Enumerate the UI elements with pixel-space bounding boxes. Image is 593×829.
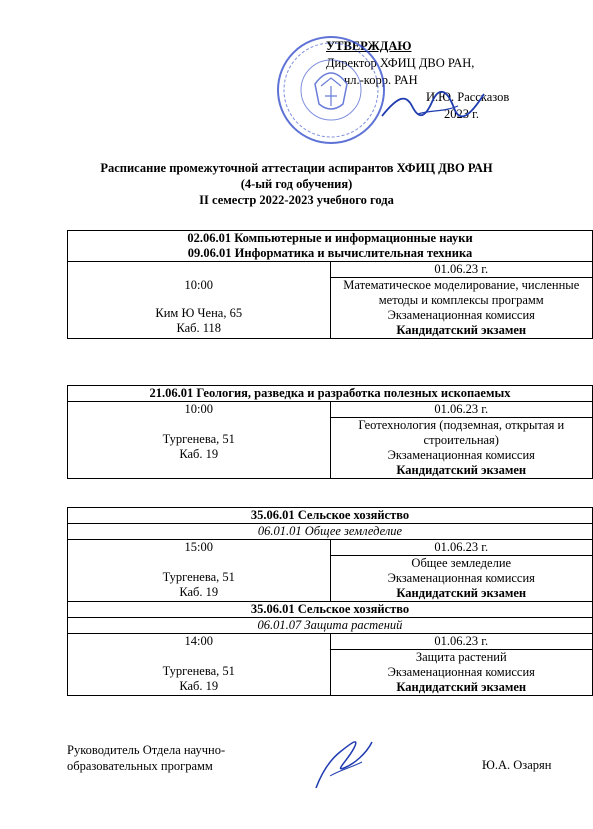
exam-date: 01.06.23 г. xyxy=(331,634,593,650)
footer-signatory: Ю.А. Озарян xyxy=(482,758,552,772)
table-row xyxy=(68,402,593,479)
director-signature xyxy=(378,86,488,126)
table-row xyxy=(68,634,593,696)
exam-commission: Экзаменационная комиссия xyxy=(387,571,535,585)
exam-room: Каб. 19 xyxy=(179,447,219,461)
specialty-row: 06.01.01 Общее земледелие xyxy=(68,524,593,540)
exam-details-cell xyxy=(330,262,593,339)
footer-line-1: Руководитель Отдела научно- xyxy=(67,743,226,757)
exam-place: Тургенева, 51 xyxy=(162,570,235,584)
time-place-cell xyxy=(68,402,331,479)
exam-details-cell xyxy=(330,402,593,479)
exam-type: Кандидатский экзамен xyxy=(396,323,527,337)
title-line-1: Расписание промежуточной аттестации аспирантов ХФИЦ ДВО РАН xyxy=(100,161,493,175)
title-line-2: (4-ый год обучения) xyxy=(240,177,353,191)
exam-type: Кандидатский экзамен xyxy=(396,586,527,600)
header-line-1: 02.06.01 Компьютерные и информационные науки xyxy=(187,231,473,245)
official-seal xyxy=(275,34,387,146)
exam-subject: Математическое моделирование, численные методы и комплексы программ xyxy=(343,278,580,307)
schedule-table-agriculture xyxy=(67,507,593,696)
exam-subject: Общее земледелие xyxy=(411,556,512,570)
approval-position: Директор ХФИЦ ДВО РАН, xyxy=(326,56,475,70)
exam-type: Кандидатский экзамен xyxy=(396,680,527,694)
exam-date: 01.06.23 г. xyxy=(331,402,593,418)
document-title xyxy=(0,160,593,208)
table-header-row xyxy=(68,231,593,262)
exam-time: 10:00 xyxy=(184,278,213,292)
exam-commission: Экзаменационная комиссия xyxy=(387,448,535,462)
footer-line-2: образовательных программ xyxy=(67,759,213,773)
exam-room: Каб. 118 xyxy=(176,321,222,335)
table-row xyxy=(68,262,593,339)
specialty-row: 06.01.07 Защита растений xyxy=(68,618,593,634)
footer-position xyxy=(67,742,225,774)
exam-time: 14:00 xyxy=(184,634,213,648)
exam-date: 01.06.23 г. xyxy=(331,262,593,278)
approval-title: УТВЕРЖДАЮ xyxy=(326,39,412,53)
schedule-table-computer-science xyxy=(67,230,593,339)
time-place-cell xyxy=(68,634,331,696)
table-row xyxy=(68,540,593,602)
exam-details-cell xyxy=(330,540,593,602)
schedule-table-geology xyxy=(67,385,593,479)
table-header: 21.06.01 Геология, разведка и разработка полезных ископаемых xyxy=(68,386,593,402)
title-line-3: II семестр 2022-2023 учебного года xyxy=(199,193,394,207)
time-place-cell xyxy=(68,262,331,339)
exam-subject: Геотехнология (подземная, открытая и строительная) xyxy=(358,418,565,447)
table-header: 35.06.01 Сельское хозяйство xyxy=(68,508,593,524)
exam-commission: Экзаменационная комиссия xyxy=(387,665,535,679)
exam-room: Каб. 19 xyxy=(179,585,219,599)
table-header: 35.06.01 Сельское хозяйство xyxy=(68,602,593,618)
exam-place: Тургенева, 51 xyxy=(162,432,235,446)
exam-time: 10:00 xyxy=(184,402,213,416)
exam-room: Каб. 19 xyxy=(179,679,219,693)
head-signature xyxy=(310,732,380,794)
exam-subject: Защита растений xyxy=(415,650,507,664)
time-place-cell xyxy=(68,540,331,602)
exam-commission: Экзаменационная комиссия xyxy=(387,308,535,322)
header-line-2: 09.06.01 Информатика и вычислительная техника xyxy=(187,246,473,260)
exam-time: 15:00 xyxy=(184,540,213,554)
exam-place: Тургенева, 51 xyxy=(162,664,235,678)
exam-place: Ким Ю Чена, 65 xyxy=(155,306,243,320)
exam-type: Кандидатский экзамен xyxy=(396,463,527,477)
exam-details-cell xyxy=(330,634,593,696)
approval-rank: чл.-корр. РАН xyxy=(344,73,418,87)
table-header xyxy=(68,231,593,262)
approval-name: И.Ю. Рассказов xyxy=(426,90,510,104)
approval-date: 2023 г. xyxy=(444,107,479,121)
exam-date: 01.06.23 г. xyxy=(331,540,593,556)
